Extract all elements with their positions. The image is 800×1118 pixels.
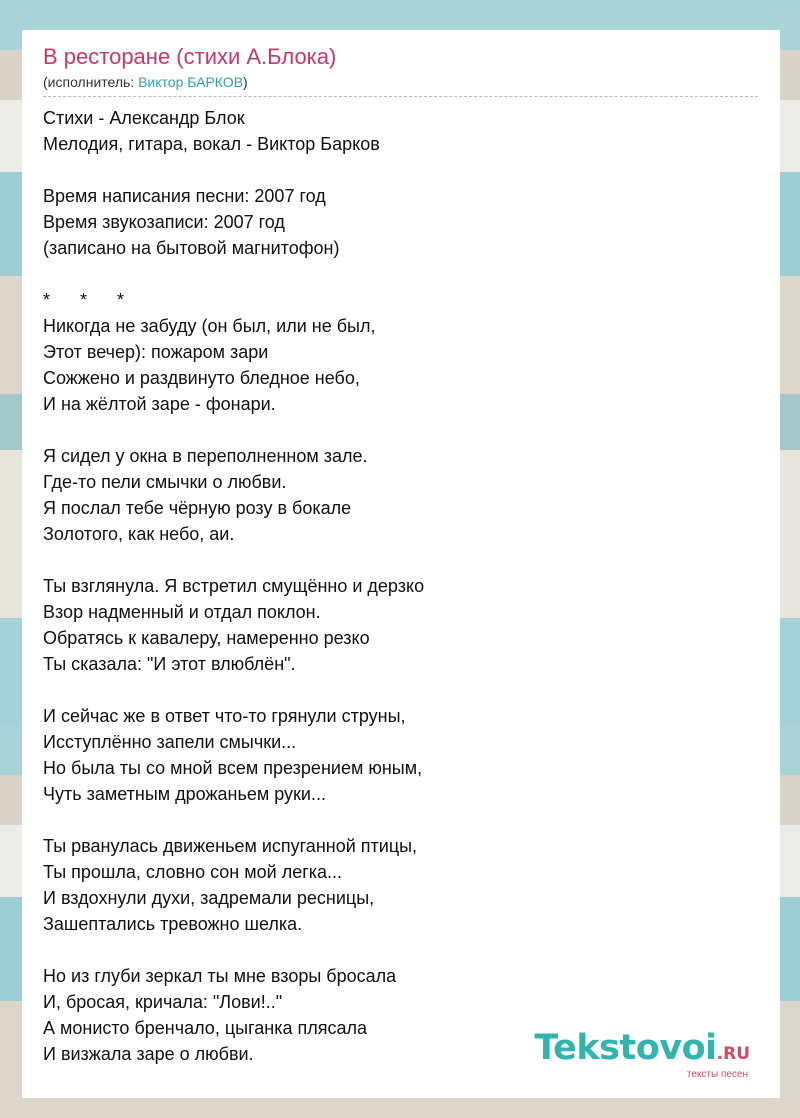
lyrics-line: Исступлённо запели смычки... <box>43 732 297 752</box>
lyrics-line: И, бросая, кричала: "Лови!.." <box>43 992 283 1012</box>
lyrics-line: Чуть заметным дрожаньем руки... <box>43 784 326 804</box>
performer-suffix: ) <box>243 74 248 90</box>
lyrics-line: * * * <box>43 290 125 310</box>
lyrics-line: Взор надменный и отдал поклон. <box>43 602 321 622</box>
lyrics-line: Ты сказала: "И этот влюблён". <box>43 654 296 674</box>
lyrics-line: Мелодия, гитара, вокал - Виктор Барков <box>43 134 380 154</box>
content-card <box>22 30 780 1098</box>
lyrics-line: Золотого, как небо, аи. <box>43 524 235 544</box>
lyrics-line: Сожжено и раздвинуто бледное небо, <box>43 368 360 388</box>
lyrics-blank-line <box>43 677 758 703</box>
lyrics-line: Время звукозаписи: 2007 год <box>43 212 285 232</box>
site-logo[interactable] <box>534 1030 750 1080</box>
lyrics-line: Зашептались тревожно шелка. <box>43 914 303 934</box>
performer-prefix: (исполнитель: <box>43 74 139 90</box>
lyrics-blank-line <box>43 937 758 963</box>
lyrics-blank-line <box>43 157 758 183</box>
lyrics-line: Я послал тебе чёрную розу в бокале <box>43 498 352 518</box>
lyrics-line: Время написания песни: 2007 год <box>43 186 326 206</box>
lyrics-line: А монисто бренчало, цыганка плясала <box>43 1018 367 1038</box>
lyrics-line: Но была ты со мной всем презрением юным, <box>43 758 423 778</box>
performer-line <box>43 72 758 97</box>
lyrics-line: Ты рванулась движеньем испуганной птицы, <box>43 836 418 856</box>
lyrics-text <box>43 105 758 1067</box>
logo-name: Tekstovoi <box>534 1028 717 1068</box>
logo-subtitle: тексты песен <box>686 1069 748 1080</box>
lyrics-line: Этот вечер): пожаром зари <box>43 342 269 362</box>
performer-link[interactable]: Виктор БАРКОВ <box>138 74 244 90</box>
lyrics-line: Где-то пели смычки о любви. <box>43 472 287 492</box>
lyrics-blank-line <box>43 261 758 287</box>
lyrics-line: И на жёлтой заре - фонари. <box>43 394 276 414</box>
lyrics-line: Ты прошла, словно сон мой легка... <box>43 862 343 882</box>
logo-tld: .RU <box>716 1044 750 1064</box>
lyrics-line: И сейчас же в ответ что-то грянули струны, <box>43 706 406 726</box>
lyrics-line: Никогда не забуду (он был, или не был, <box>43 316 376 336</box>
lyrics-blank-line <box>43 807 758 833</box>
lyrics-line: Стихи - Александр Блок <box>43 108 245 128</box>
lyrics-line: И вздохнули духи, задремали ресницы, <box>43 888 375 908</box>
song-title: В ресторане (стихи А.Блока) <box>43 44 337 69</box>
lyrics-line: Я сидел у окна в переполненном зале. <box>43 446 368 466</box>
lyrics-blank-line <box>43 417 758 443</box>
lyrics-line: Ты взглянула. Я встретил смущённо и дерзко <box>43 576 425 596</box>
lyrics-line: Обратясь к кавалеру, намеренно резко <box>43 628 370 648</box>
lyrics-line: И визжала заре о любви. <box>43 1044 254 1064</box>
lyrics-line: Но из глуби зеркал ты мне взоры бросала <box>43 966 397 986</box>
lyrics-line: (записано на бытовой магнитофон) <box>43 238 340 258</box>
lyrics-blank-line <box>43 547 758 573</box>
